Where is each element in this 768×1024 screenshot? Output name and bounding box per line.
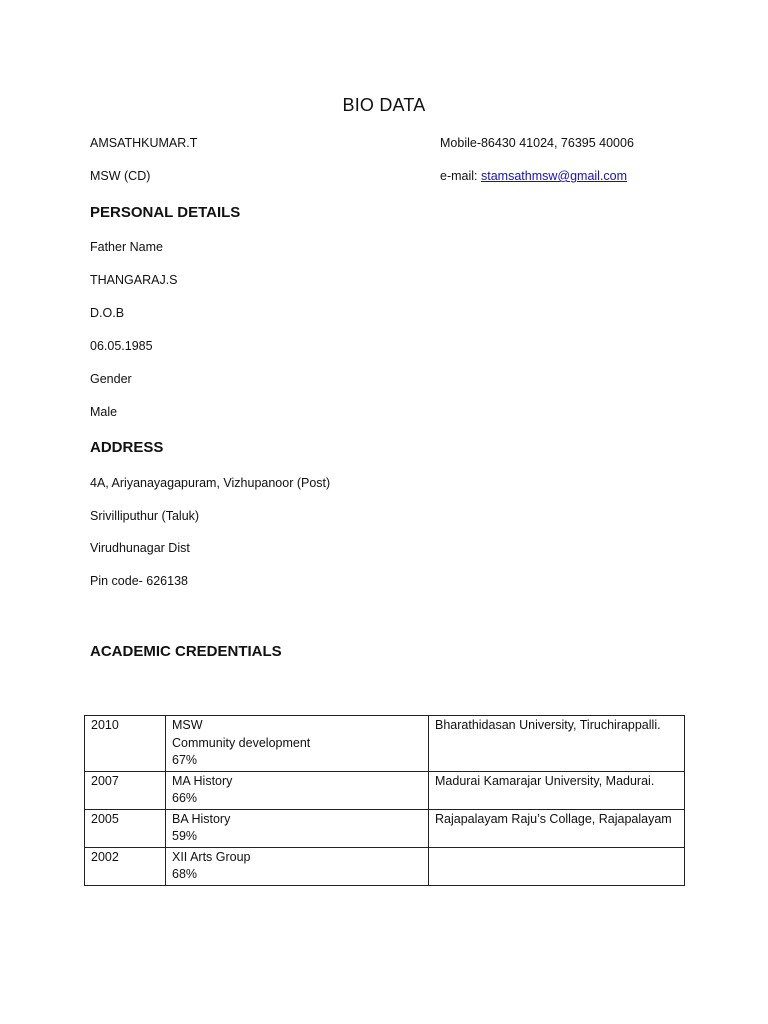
table-row	[85, 809, 685, 847]
course-line: 66%	[172, 791, 198, 805]
email-link[interactable]: stamsathmsw@gmail.com	[480, 169, 628, 183]
address-line-1: 4A, Ariyanayagapuram, Vizhupanoor (Post)	[90, 476, 331, 490]
dob-label: D.O.B	[90, 306, 125, 320]
email-label: e-mail:	[440, 169, 481, 183]
address-line-2: Srivilliputhur (Taluk)	[90, 509, 200, 523]
gender-value: Male	[90, 405, 118, 419]
year-cell: 2010	[85, 716, 166, 772]
institution-cell	[429, 847, 685, 885]
personal-details-heading: PERSONAL DETAILS	[90, 204, 241, 221]
year-cell: 2007	[85, 771, 166, 809]
course-line: Community development	[172, 735, 311, 750]
course-line: 68%	[172, 867, 198, 881]
year-cell: 2005	[85, 809, 166, 847]
gender-label: Gender	[90, 372, 132, 386]
address-pin-code: Pin code- 626138	[90, 574, 188, 588]
course-line: 67%	[172, 753, 198, 767]
course-line: MSW	[172, 718, 203, 732]
course-cell	[166, 809, 429, 847]
course-cell	[166, 716, 429, 772]
email-line	[440, 169, 627, 183]
institution-cell: Madurai Kamarajar University, Madurai.	[429, 771, 685, 809]
year-cell: 2002	[85, 847, 166, 885]
table-row	[85, 847, 685, 885]
address-line-3: Virudhunagar Dist	[90, 541, 190, 555]
course-line: BA History	[172, 811, 231, 826]
table-row	[85, 771, 685, 809]
academic-credentials-heading: ACADEMIC CREDENTIALS	[90, 643, 282, 660]
academic-credentials-table	[84, 715, 685, 886]
course-cell	[166, 771, 429, 809]
page-title: BIO DATA	[342, 95, 426, 115]
dob-value: 06.05.1985	[90, 339, 153, 353]
table-row	[85, 716, 685, 772]
course-cell	[166, 847, 429, 885]
address-heading: ADDRESS	[90, 439, 164, 456]
mobile-numbers: Mobile-86430 41024, 76395 40006	[440, 136, 634, 150]
father-name-label: Father Name	[90, 240, 163, 254]
course-line: 59%	[172, 829, 198, 843]
applicant-degree: MSW (CD)	[90, 169, 151, 183]
course-line: MA History	[172, 773, 233, 788]
course-line: XII Arts Group	[172, 849, 251, 864]
institution-cell: Bharathidasan University, Tiruchirappalli.	[429, 716, 685, 772]
father-name-value: THANGARAJ.S	[90, 273, 178, 287]
institution-cell: Rajapalayam Raju’s Collage, Rajapalayam	[429, 809, 685, 847]
applicant-name: AMSATHKUMAR.T	[90, 136, 198, 150]
